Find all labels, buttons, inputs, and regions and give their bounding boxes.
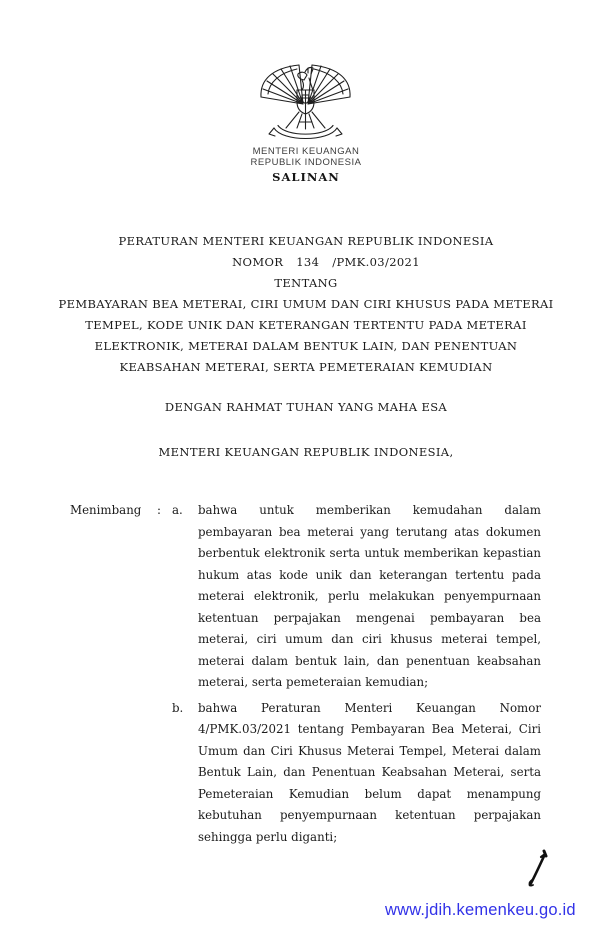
menimbang-label: Menimbang: [70, 503, 142, 517]
garuda-emblem-graphic: [258, 64, 353, 140]
subject-line-2: TEMPEL, KODE UNIK DAN KETERANGAN TERTENTU PADA METERAI: [85, 318, 527, 332]
consideration-item-b: [172, 698, 541, 849]
nomor-number: 134: [296, 255, 320, 269]
ministry-name-line2: REPUBLIK INDONESIA: [250, 157, 362, 168]
consideration-item-a: [172, 500, 541, 694]
item-marker-b: b.: [172, 700, 184, 715]
item-marker-a: a.: [172, 503, 183, 517]
text-line: meterai, ciri umum dan ciri khusus meterai tempel,: [198, 632, 541, 646]
text-line: berbentuk elektronik serta untuk memberikan kepastian: [198, 546, 541, 560]
menimbang-colon: :: [157, 503, 161, 517]
text-line: bahwa untuk memberikan kemudahan dalam: [198, 503, 541, 517]
copy-stamp-label: SALINAN: [272, 170, 340, 184]
text-line: sehingga perlu diganti;: [198, 829, 338, 844]
text-line: ketentuan perpajakan mengenai pembayaran bea: [198, 610, 541, 625]
regulation-number-line: [0, 252, 612, 273]
initial-stroke-graphic: [524, 847, 554, 889]
text-line: Umum dan Ciri Khusus Meterai Tempel, Meterai dalam: [198, 743, 541, 758]
text-line: hukum atas kode unik dan keterangan tertentu pada: [198, 567, 541, 582]
text-line: 4/PMK.03/2021 tentang Pembayaran Bea Meterai, Ciri: [198, 722, 541, 736]
invocation-line: DENGAN RAHMAT TUHAN YANG MAHA ESA: [164, 400, 448, 414]
jdih-kemenkeu-link[interactable]: www.jdih.kemenkeu.go.id: [385, 901, 576, 919]
item-text-a: [198, 500, 541, 694]
garuda-pancasila-emblem: [258, 64, 353, 140]
text-line: meterai, serta pemeteraian kemudian;: [198, 675, 429, 689]
subject-line-3: ELEKTRONIK, METERAI DALAM BENTUK LAIN, DAN PENENTUAN: [94, 339, 518, 353]
tentang-label: TENTANG: [274, 276, 338, 290]
ministry-name-line1: MENTERI KEUANGAN: [252, 146, 360, 157]
text-line: meterai dalam bentuk lain, dan penentuan keabsahan: [198, 653, 541, 668]
handwritten-initial-mark: [524, 847, 554, 889]
nomor-label: NOMOR: [232, 255, 284, 269]
text-line: bahwa Peraturan Menteri Keuangan Nomor: [198, 700, 541, 715]
text-line: pembayaran bea meterai yang terutang atas dokumen: [198, 524, 541, 539]
issuer-line: MENTERI KEUANGAN REPUBLIK INDONESIA,: [158, 445, 454, 459]
text-line: Pemeteraian Kemudian belum dapat menampung: [198, 786, 541, 801]
subject-line-4: KEABSAHAN METERAI, SERTA PEMETERAIAN KEMUDIAN: [119, 360, 493, 374]
regulation-title: PERATURAN MENTERI KEUANGAN REPUBLIK INDONESIA: [118, 234, 494, 248]
subject-line-1: PEMBAYARAN BEA METERAI, CIRI UMUM DAN CIRI KHUSUS PADA METERAI: [58, 297, 554, 311]
nomor-suffix: /PMK.03/2021: [332, 255, 420, 269]
text-line: Bentuk Lain, dan Penentuan Keabsahan Meterai, serta: [198, 765, 541, 779]
item-text-b: [198, 698, 541, 849]
considerations-list: [172, 500, 541, 852]
text-line: meterai elektronik, perlu melakukan penyempurnaan: [198, 589, 541, 603]
text-line: kebutuhan penyempurnaan ketentuan perpajakan: [198, 808, 541, 822]
